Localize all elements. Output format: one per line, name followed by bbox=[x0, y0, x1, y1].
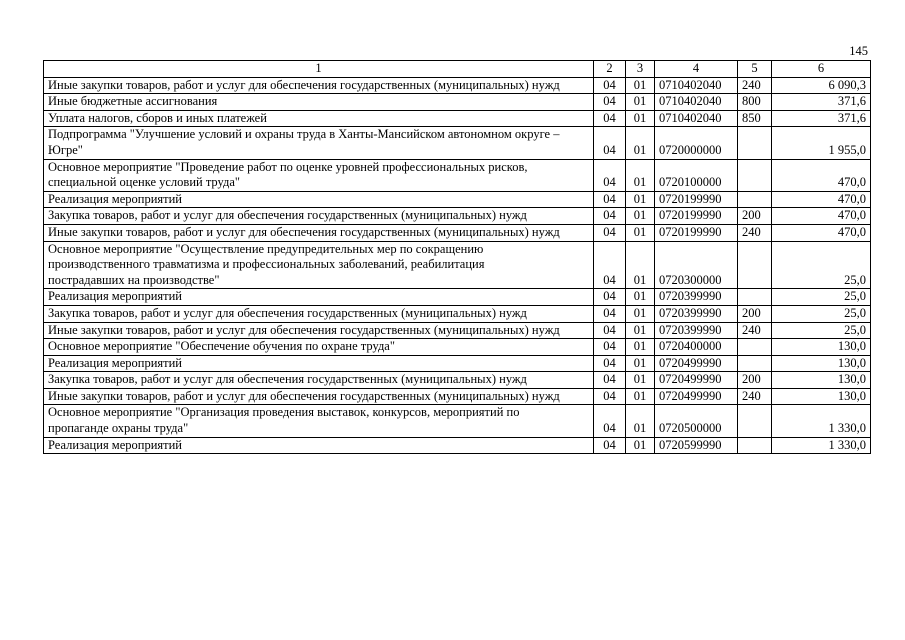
row-target-code: 0710402040 bbox=[655, 77, 738, 94]
row-expense-type bbox=[738, 127, 772, 159]
row-target-code: 0720499990 bbox=[655, 355, 738, 372]
row-name: Основное мероприятие "Осуществление предупредительных мер по сокращению производственного травматизма и профессиональных заболеваний, реабилитация пострадавших на производстве" bbox=[44, 241, 594, 289]
table-row bbox=[44, 355, 871, 372]
row-section: 04 bbox=[594, 127, 626, 159]
row-expense-type bbox=[738, 339, 772, 356]
row-expense-type bbox=[738, 355, 772, 372]
row-expense-type: 200 bbox=[738, 372, 772, 389]
row-amount: 6 090,3 bbox=[772, 77, 871, 94]
row-section: 04 bbox=[594, 289, 626, 306]
row-name: Реализация мероприятий bbox=[44, 289, 594, 306]
header-cell: 4 bbox=[655, 61, 738, 78]
table-row bbox=[44, 191, 871, 208]
row-section: 04 bbox=[594, 405, 626, 437]
row-expense-type: 800 bbox=[738, 94, 772, 111]
row-section: 04 bbox=[594, 94, 626, 111]
table-row bbox=[44, 322, 871, 339]
row-subsection: 01 bbox=[626, 127, 655, 159]
row-subsection: 01 bbox=[626, 437, 655, 454]
row-expense-type: 850 bbox=[738, 110, 772, 127]
row-amount: 130,0 bbox=[772, 388, 871, 405]
row-name: Реализация мероприятий bbox=[44, 355, 594, 372]
row-name: Основное мероприятие "Проведение работ по оценке уровней профессиональных рисков, специальной оценке условий труда" bbox=[44, 159, 594, 191]
row-name: Иные закупки товаров, работ и услуг для обеспечения государственных (муниципальных) нужд bbox=[44, 77, 594, 94]
row-target-code: 0710402040 bbox=[655, 94, 738, 111]
row-amount: 130,0 bbox=[772, 355, 871, 372]
row-amount: 25,0 bbox=[772, 305, 871, 322]
table-row bbox=[44, 372, 871, 389]
row-section: 04 bbox=[594, 305, 626, 322]
table-row bbox=[44, 289, 871, 306]
row-amount: 1 330,0 bbox=[772, 437, 871, 454]
row-subsection: 01 bbox=[626, 94, 655, 111]
row-expense-type: 240 bbox=[738, 224, 772, 241]
table-row bbox=[44, 241, 871, 289]
table-row bbox=[44, 127, 871, 159]
row-target-code: 0720399990 bbox=[655, 305, 738, 322]
row-section: 04 bbox=[594, 241, 626, 289]
budget-table bbox=[43, 60, 871, 454]
row-target-code: 0720399990 bbox=[655, 322, 738, 339]
row-section: 04 bbox=[594, 388, 626, 405]
row-section: 04 bbox=[594, 191, 626, 208]
row-target-code: 0720100000 bbox=[655, 159, 738, 191]
row-subsection: 01 bbox=[626, 339, 655, 356]
row-target-code: 0720499990 bbox=[655, 388, 738, 405]
row-subsection: 01 bbox=[626, 355, 655, 372]
row-section: 04 bbox=[594, 322, 626, 339]
row-section: 04 bbox=[594, 437, 626, 454]
header-cell: 3 bbox=[626, 61, 655, 78]
row-amount: 25,0 bbox=[772, 322, 871, 339]
row-expense-type: 240 bbox=[738, 322, 772, 339]
row-name: Иные закупки товаров, работ и услуг для обеспечения государственных (муниципальных) нужд bbox=[44, 322, 594, 339]
row-name: Закупка товаров, работ и услуг для обеспечения государственных (муниципальных) нужд bbox=[44, 372, 594, 389]
row-name: Подпрограмма "Улучшение условий и охраны труда в Ханты-Мансийском автономном округе – Югре" bbox=[44, 127, 594, 159]
row-name: Уплата налогов, сборов и иных платежей bbox=[44, 110, 594, 127]
row-target-code: 0710402040 bbox=[655, 110, 738, 127]
header-cell: 2 bbox=[594, 61, 626, 78]
row-subsection: 01 bbox=[626, 110, 655, 127]
row-subsection: 01 bbox=[626, 224, 655, 241]
row-subsection: 01 bbox=[626, 372, 655, 389]
table-row bbox=[44, 339, 871, 356]
page-number: 145 bbox=[849, 44, 868, 58]
row-subsection: 01 bbox=[626, 388, 655, 405]
row-expense-type bbox=[738, 241, 772, 289]
header-cell: 1 bbox=[44, 61, 594, 78]
row-target-code: 0720199990 bbox=[655, 208, 738, 225]
row-subsection: 01 bbox=[626, 208, 655, 225]
row-name: Реализация мероприятий bbox=[44, 191, 594, 208]
row-section: 04 bbox=[594, 372, 626, 389]
table-row bbox=[44, 94, 871, 111]
row-expense-type: 200 bbox=[738, 305, 772, 322]
row-expense-type bbox=[738, 405, 772, 437]
row-name: Иные закупки товаров, работ и услуг для обеспечения государственных (муниципальных) нужд bbox=[44, 224, 594, 241]
header-cell: 5 bbox=[738, 61, 772, 78]
row-target-code: 0720499990 bbox=[655, 372, 738, 389]
row-target-code: 0720000000 bbox=[655, 127, 738, 159]
row-amount: 25,0 bbox=[772, 289, 871, 306]
row-section: 04 bbox=[594, 339, 626, 356]
table-row bbox=[44, 110, 871, 127]
row-section: 04 bbox=[594, 224, 626, 241]
row-name: Закупка товаров, работ и услуг для обеспечения государственных (муниципальных) нужд bbox=[44, 208, 594, 225]
row-section: 04 bbox=[594, 208, 626, 225]
row-name: Основное мероприятие "Организация проведения выставок, конкурсов, мероприятий по пропаганде охраны труда" bbox=[44, 405, 594, 437]
row-subsection: 01 bbox=[626, 191, 655, 208]
row-name: Закупка товаров, работ и услуг для обеспечения государственных (муниципальных) нужд bbox=[44, 305, 594, 322]
row-target-code: 0720599990 bbox=[655, 437, 738, 454]
row-amount: 1 955,0 bbox=[772, 127, 871, 159]
row-target-code: 0720500000 bbox=[655, 405, 738, 437]
row-amount: 470,0 bbox=[772, 224, 871, 241]
row-amount: 25,0 bbox=[772, 241, 871, 289]
row-amount: 1 330,0 bbox=[772, 405, 871, 437]
table-row bbox=[44, 305, 871, 322]
row-subsection: 01 bbox=[626, 322, 655, 339]
row-name: Иные закупки товаров, работ и услуг для обеспечения государственных (муниципальных) нужд bbox=[44, 388, 594, 405]
row-expense-type: 240 bbox=[738, 77, 772, 94]
row-expense-type bbox=[738, 191, 772, 208]
row-subsection: 01 bbox=[626, 241, 655, 289]
row-amount: 470,0 bbox=[772, 208, 871, 225]
row-expense-type: 240 bbox=[738, 388, 772, 405]
row-amount: 130,0 bbox=[772, 339, 871, 356]
row-subsection: 01 bbox=[626, 77, 655, 94]
row-expense-type: 200 bbox=[738, 208, 772, 225]
row-target-code: 0720399990 bbox=[655, 289, 738, 306]
table-row bbox=[44, 405, 871, 437]
header-cell: 6 bbox=[772, 61, 871, 78]
row-section: 04 bbox=[594, 159, 626, 191]
row-expense-type bbox=[738, 289, 772, 306]
table-row bbox=[44, 208, 871, 225]
row-name: Иные бюджетные ассигнования bbox=[44, 94, 594, 111]
table-row bbox=[44, 437, 871, 454]
table-row bbox=[44, 159, 871, 191]
row-subsection: 01 bbox=[626, 305, 655, 322]
row-subsection: 01 bbox=[626, 405, 655, 437]
row-name: Реализация мероприятий bbox=[44, 437, 594, 454]
row-expense-type bbox=[738, 437, 772, 454]
row-section: 04 bbox=[594, 355, 626, 372]
row-name: Основное мероприятие "Обеспечение обучения по охране труда" bbox=[44, 339, 594, 356]
row-amount: 130,0 bbox=[772, 372, 871, 389]
row-amount: 371,6 bbox=[772, 110, 871, 127]
row-amount: 470,0 bbox=[772, 191, 871, 208]
row-target-code: 0720400000 bbox=[655, 339, 738, 356]
row-section: 04 bbox=[594, 110, 626, 127]
row-target-code: 0720199990 bbox=[655, 224, 738, 241]
row-subsection: 01 bbox=[626, 159, 655, 191]
table-row bbox=[44, 77, 871, 94]
row-amount: 371,6 bbox=[772, 94, 871, 111]
table-body bbox=[44, 61, 871, 454]
row-target-code: 0720300000 bbox=[655, 241, 738, 289]
row-section: 04 bbox=[594, 77, 626, 94]
row-target-code: 0720199990 bbox=[655, 191, 738, 208]
row-subsection: 01 bbox=[626, 289, 655, 306]
header-row bbox=[44, 61, 871, 78]
row-expense-type bbox=[738, 159, 772, 191]
row-amount: 470,0 bbox=[772, 159, 871, 191]
table-row bbox=[44, 388, 871, 405]
table-row bbox=[44, 224, 871, 241]
